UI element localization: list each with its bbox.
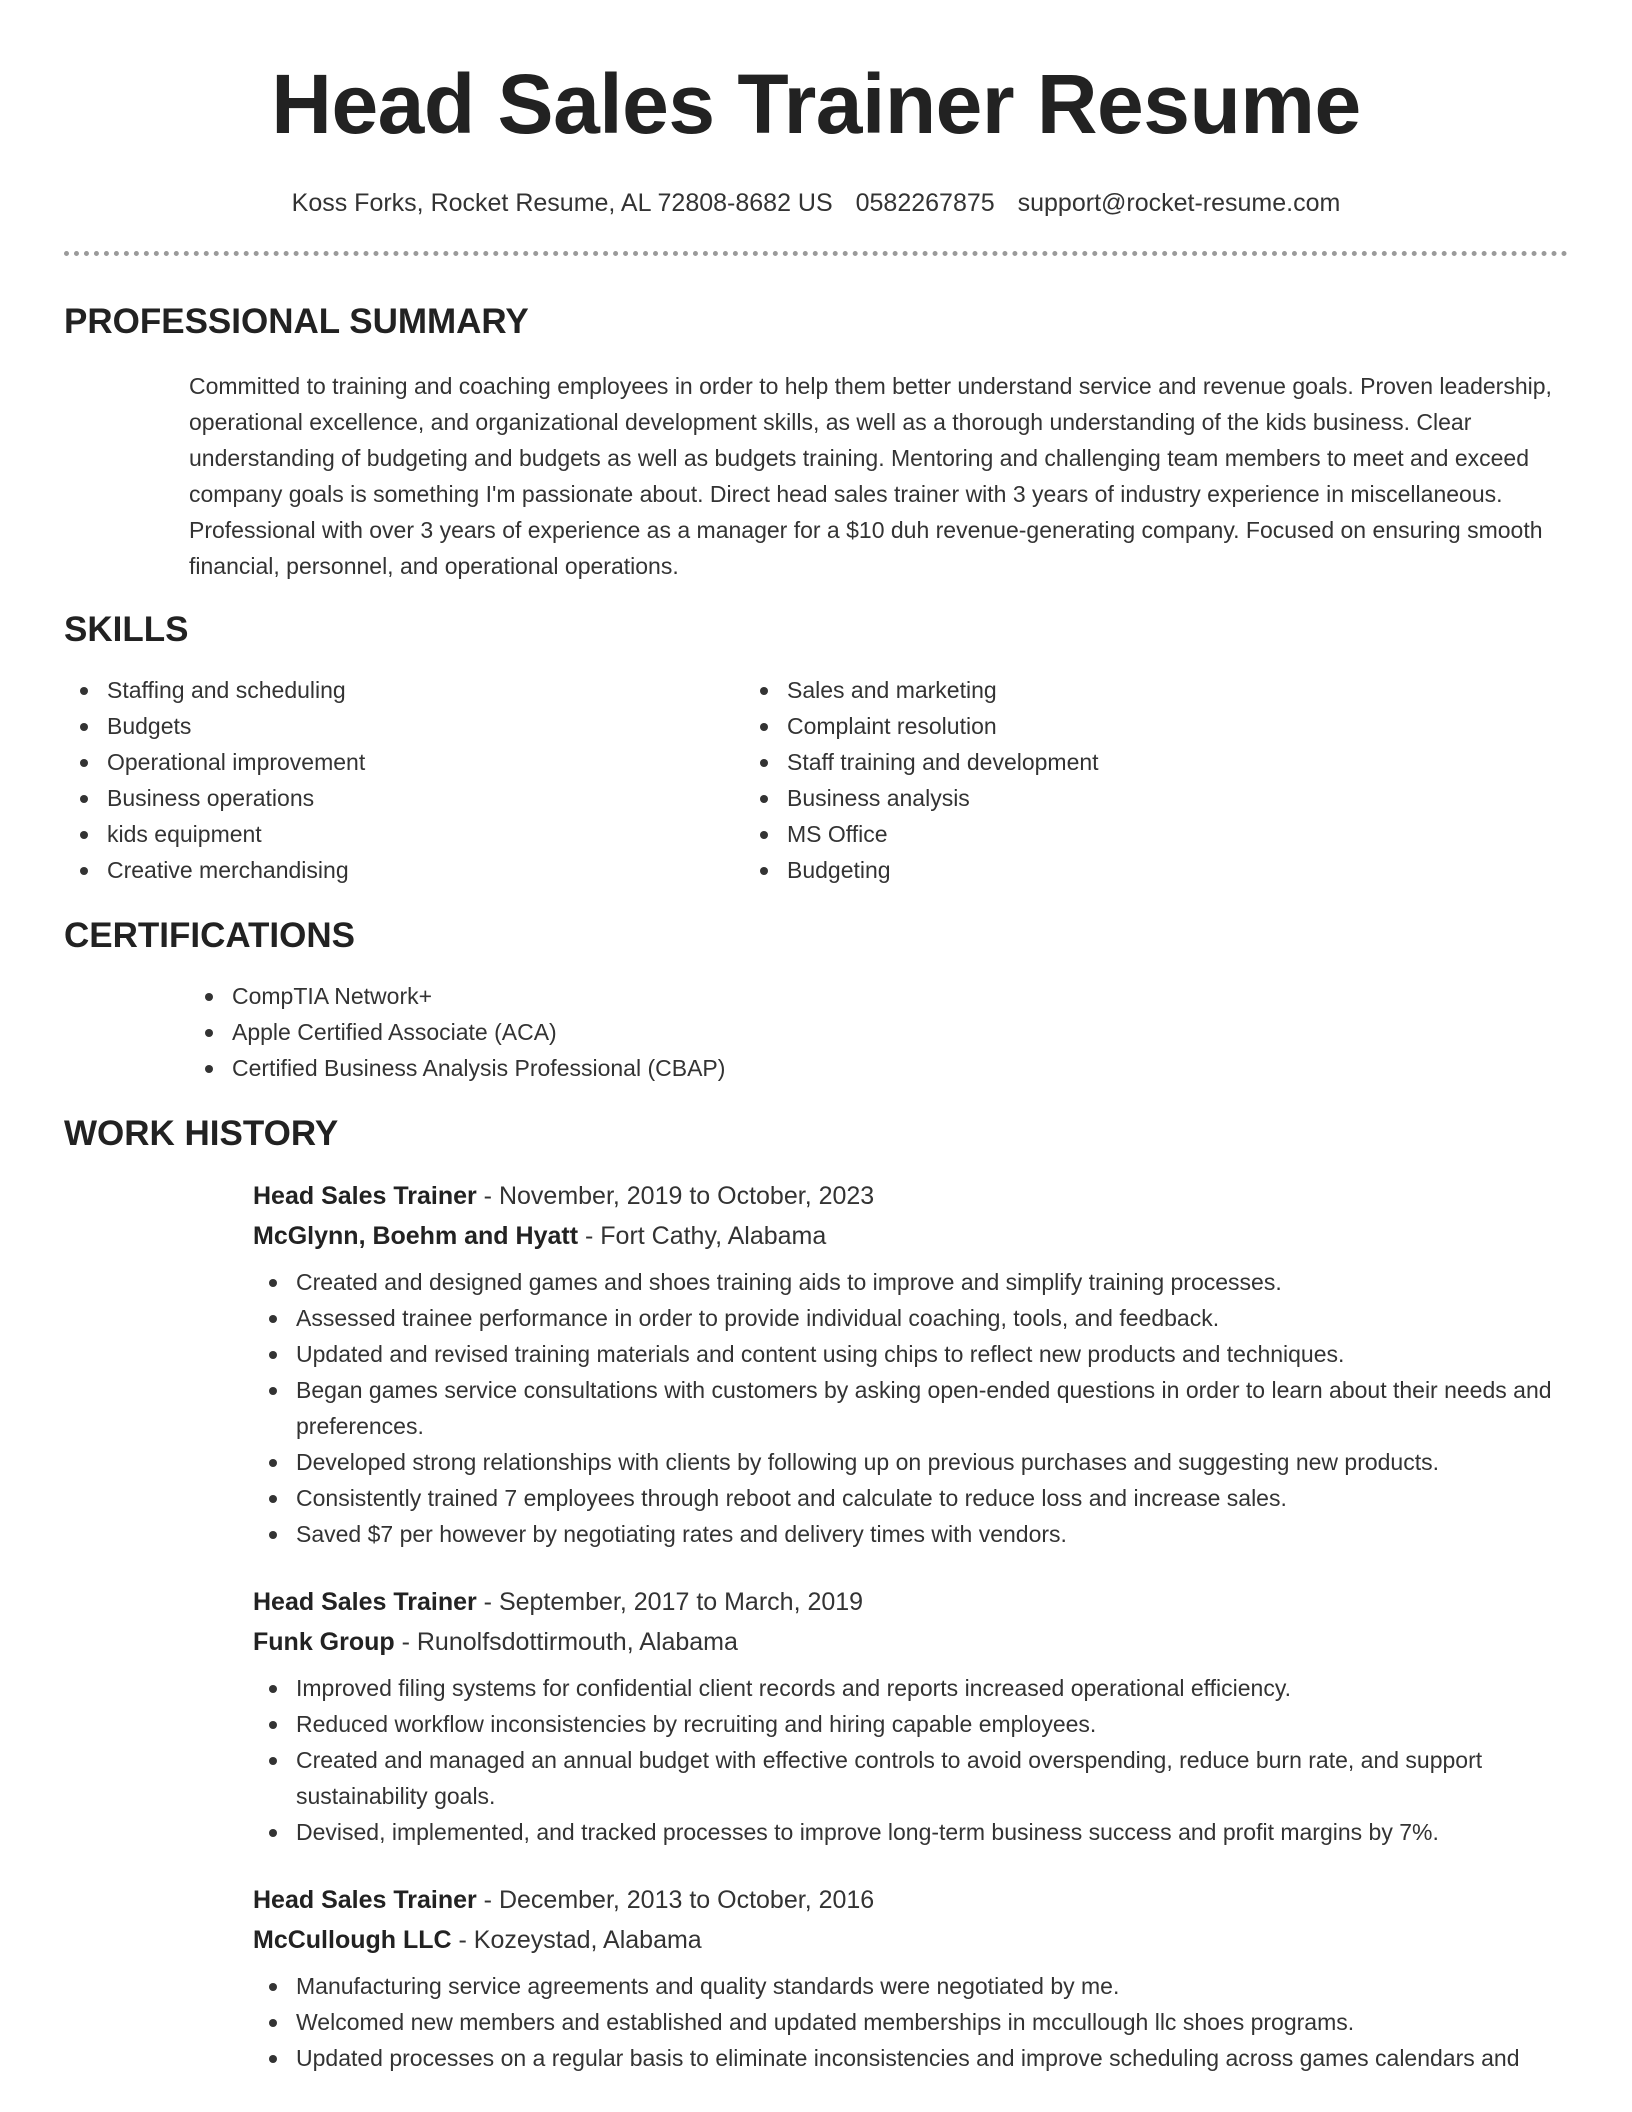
job-bullet: Reduced workflow inconsistencies by recruiting and hiring capable employees.: [253, 1706, 1568, 1742]
job-bullets: [189, 1670, 1568, 1850]
certifications-heading: CERTIFICATIONS: [64, 916, 356, 955]
summary-heading: PROFESSIONAL SUMMARY: [64, 302, 529, 341]
job-entry: [253, 1176, 1568, 1552]
job-bullet: Updated and revised training materials and content using chips to reflect new products and techniques.: [253, 1336, 1568, 1372]
job-company-line: [253, 1920, 1568, 1960]
skill-item: Operational improvement: [64, 744, 744, 780]
contact-line: [64, 188, 1568, 218]
job-bullet: Created and managed an annual budget with effective controls to avoid overspending, reduce burn rate, and support sustainability goals.: [253, 1742, 1568, 1814]
skill-item: Business analysis: [744, 780, 1344, 816]
skill-item: Business operations: [64, 780, 744, 816]
job-location: - Fort Cathy, Alabama: [578, 1222, 827, 1250]
job-title: Head Sales Trainer: [253, 1886, 477, 1914]
job-bullet: Updated processes on a regular basis to eliminate inconsistencies and improve scheduling across games calendars and: [253, 2040, 1568, 2076]
certification-item: Apple Certified Associate (ACA): [189, 1014, 1568, 1050]
job-bullet: Manufacturing service agreements and quality standards were negotiated by me.: [253, 1968, 1568, 2004]
skills-grid: [64, 672, 1568, 888]
job-bullet: Saved $7 per however by negotiating rates and delivery times with vendors.: [253, 1516, 1568, 1552]
contact-address: Koss Forks, Rocket Resume, AL 72808-8682 US: [291, 189, 833, 217]
skills-heading: SKILLS: [64, 610, 189, 649]
skill-item: Staffing and scheduling: [64, 672, 744, 708]
certification-item: Certified Business Analysis Professional (CBAP): [189, 1050, 1568, 1086]
certifications-list: [189, 978, 1568, 1086]
skill-item: MS Office: [744, 816, 1344, 852]
job-bullets-wrap: [189, 1670, 1568, 1850]
job-bullet: Developed strong relationships with clients by following up on previous purchases and suggesting new products.: [253, 1444, 1568, 1480]
skill-item: Budgeting: [744, 852, 1344, 888]
job-location: - Runolfsdottirmouth, Alabama: [394, 1628, 738, 1656]
job-entry: [253, 1880, 1568, 2076]
skills-list-left: [64, 672, 744, 888]
job-title: Head Sales Trainer: [253, 1182, 477, 1210]
job-company: McCullough LLC: [253, 1926, 452, 1954]
job-dates: - November, 2019 to October, 2023: [476, 1182, 875, 1210]
certifications-section: [64, 916, 1568, 1086]
job-bullet: Consistently trained 7 employees through reboot and calculate to reduce loss and increase sales.: [253, 1480, 1568, 1516]
job-bullet: Welcomed new members and established and updated memberships in mccullough llc shoes programs.: [253, 2004, 1568, 2040]
contact-email[interactable]: support@rocket-resume.com: [1017, 189, 1341, 217]
job-title-line: [253, 1582, 1568, 1622]
job-title-line: [253, 1176, 1568, 1216]
job-company-line: [253, 1216, 1568, 1256]
job-bullet: Improved filing systems for confidential client records and reports increased operational efficiency.: [253, 1670, 1568, 1706]
summary-section: [64, 302, 1568, 584]
job-bullet: Assessed trainee performance in order to provide individual coaching, tools, and feedback.: [253, 1300, 1568, 1336]
job-location: - Kozeystad, Alabama: [451, 1926, 702, 1954]
work-history-section: [64, 1114, 1568, 2076]
skill-item: Staff training and development: [744, 744, 1344, 780]
skill-item: Budgets: [64, 708, 744, 744]
job-company-line: [253, 1622, 1568, 1662]
skills-section: [64, 610, 1568, 888]
job-entry: [253, 1582, 1568, 1850]
header-divider: [64, 251, 1568, 256]
contact-phone: 0582267875: [855, 189, 995, 217]
skill-item: Creative merchandising: [64, 852, 744, 888]
job-bullets: [189, 1264, 1568, 1552]
job-title: Head Sales Trainer: [253, 1588, 477, 1616]
skill-item: Complaint resolution: [744, 708, 1344, 744]
job-company: Funk Group: [253, 1628, 395, 1656]
job-bullet: Devised, implemented, and tracked processes to improve long-term business success and profit margins by 7%.: [253, 1814, 1568, 1850]
job-company: McGlynn, Boehm and Hyatt: [253, 1222, 579, 1250]
job-dates: - December, 2013 to October, 2016: [476, 1886, 875, 1914]
job-bullets-wrap: [189, 1968, 1568, 2076]
skill-item: kids equipment: [64, 816, 744, 852]
job-title-line: [253, 1880, 1568, 1920]
job-bullet: Created and designed games and shoes training aids to improve and simplify training processes.: [253, 1264, 1568, 1300]
job-bullets-wrap: [189, 1264, 1568, 1552]
certification-item: CompTIA Network+: [189, 978, 1568, 1014]
work-history-heading: WORK HISTORY: [64, 1114, 339, 1153]
job-dates: - September, 2017 to March, 2019: [476, 1588, 864, 1616]
resume-title: Head Sales Trainer Resume: [271, 57, 1361, 151]
skill-item: Sales and marketing: [744, 672, 1344, 708]
job-bullets: [189, 1968, 1568, 2076]
skills-list-right: [744, 672, 1344, 888]
summary-text: Committed to training and coaching employees in order to help them better understand service and revenue goals. Proven leadership, operational excellence, and organizational development skills, as well as a thorough understanding of the kids business. Clear understanding of budgeting and budgets as well as budgets training. Mentoring and challenging team members to meet and exceed company goals is something I'm passionate about. Direct head sales trainer with 3 years of industry experience in miscellaneous. Professional with over 3 years of experience as a manager for a $10 duh revenue-generating company. Focused on ensuring smooth financial, personnel, and operational operations.: [189, 373, 1552, 579]
job-bullet: Began games service consultations with customers by asking open-ended questions in order to learn about their needs and preferences.: [253, 1372, 1568, 1444]
